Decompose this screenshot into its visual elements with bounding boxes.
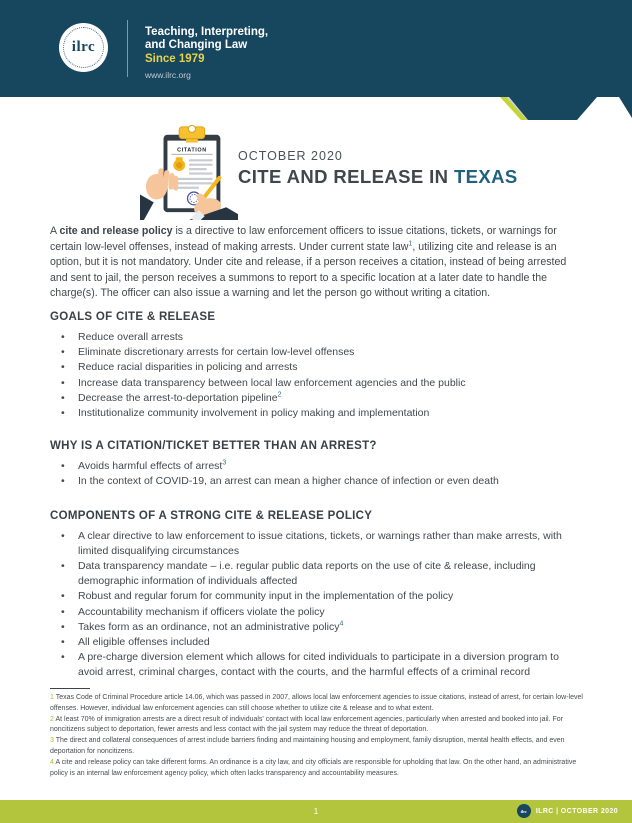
bullet-item [50, 345, 584, 360]
footnote-separator [50, 688, 90, 689]
citation-label: CITATION [177, 147, 207, 154]
bullet-text: Eliminate discretionary arrests for certain low-level offenses [78, 346, 355, 359]
bullet-text: Reduce overall arrests [78, 330, 184, 343]
website-url: www.ilrc.org [145, 70, 191, 80]
footnote [50, 758, 584, 780]
intro-paragraph [50, 224, 584, 302]
bullet-item [50, 605, 584, 620]
footnote-number: 1 [50, 694, 56, 701]
ribbon-corner-wedge [619, 97, 632, 118]
intro-seg-b: is a directive to law enforcement officers to issue citations, tickets, or warnings for certain low-level offenses, instead of making arrests. Under current state law [50, 225, 557, 253]
footnotes-list [50, 693, 584, 779]
bullet-item [50, 391, 584, 406]
footer-brand [517, 804, 618, 818]
tagline-line1: Teaching, Interpreting, [145, 26, 269, 38]
footnote [50, 715, 584, 737]
bullet-text: In the context of COVID-19, an arrest can mean a higher chance of infection or even death [78, 475, 499, 488]
page-title-main: CITE AND RELEASE IN [238, 166, 454, 187]
bullet-text: All eligible offenses included [78, 636, 210, 649]
footnote-text: At least 70% of immigration arrests are a direct result of individuals' contact with local law enforcement agencies, particularly when arrested and booked into jail. For noncitizens subject to deportation, fewer arrests and less contact with the jail system may reduce the threat of deportation. [50, 715, 563, 734]
bullet-text: Avoids harmful effects of arrest [78, 460, 223, 473]
section-title-why: WHY IS A CITATION/TICKET BETTER THAN AN ARREST? [50, 440, 377, 453]
header-text-block [145, 26, 268, 82]
components-list [50, 529, 584, 681]
footnote-number: 4 [50, 758, 56, 766]
header-divider [127, 20, 128, 77]
footnote-text: The direct and collateral consequences of arrest include barriers finding and maintaining housing and employment, family disruption, mental health effects, and even deportation for noncitizens. [50, 737, 565, 755]
footnotes-block [50, 688, 584, 779]
since-1979: Since 1979 [145, 53, 205, 65]
tagline-line2: and Changing Law [145, 39, 248, 51]
bullet-item [50, 376, 584, 391]
why-list [50, 459, 584, 489]
page-number: 1 [313, 806, 319, 816]
section-title-goals: GOALS OF CITE & RELEASE [50, 310, 216, 323]
footnote-number: 2 [50, 715, 56, 723]
bullet-text: Reduce racial disparities in policing and arrests [78, 361, 298, 374]
header-band [0, 0, 632, 97]
page-title-accent: TEXAS [453, 166, 518, 187]
bullet-item [50, 529, 584, 559]
bullet-item [50, 589, 584, 604]
ilrc-footer-logo: ilrc [517, 804, 531, 818]
bullet-item [50, 474, 584, 489]
bullet-item [50, 559, 584, 589]
bullet-text: Institutionalize community involvement in policy making and implementation [78, 406, 430, 419]
ilrc-logo [59, 23, 108, 72]
footnote-text: A cite and release policy can take different forms. An ordinance is a city law, and city officials are responsible for upholding that law. On the other hand, an administrative policy is an internal law enforcement agency policy, which often lacks transparency and accountability measures. [50, 758, 577, 777]
footnote-ref: 2 [277, 391, 282, 399]
intro-bold-term: cite and release policy [59, 225, 173, 237]
bullet-text: A clear directive to law enforcement to issue citations, tickets, or warnings rather than make arrests, with limited disqualifying circumstances [78, 529, 562, 557]
bullet-text: Accountability mechanism if officers violate the policy [78, 605, 325, 618]
goals-list [50, 330, 584, 421]
page-title [238, 166, 518, 188]
footnote-text: Texas Code of Criminal Procedure article 14.06, which was passed in 2007, allows local law enforcement agencies to issue citations, instead of arrest, for certain low-level offenses. However, individual law enforcement agencies can still choose whether to utilize cite & release and to what extent. [50, 694, 583, 712]
footer-band [0, 800, 632, 823]
bullet-text: Takes form as an ordinance, not an administrative policy [78, 620, 340, 633]
footnote-ref: 3 [222, 459, 227, 467]
footnote-ref: 4 [339, 620, 344, 628]
bullet-item [50, 635, 584, 650]
bullet-text: Robust and regular forum for community input in the implementation of the policy [78, 590, 454, 603]
footnote-ref: 1 [408, 240, 413, 248]
bullet-item [50, 360, 584, 375]
bullet-item [50, 330, 584, 345]
ribbon-decoration [0, 97, 632, 123]
bullet-item [50, 650, 584, 680]
bullet-item [50, 620, 584, 635]
bullet-text: Increase data transparency between local law enforcement agencies and the public [78, 376, 466, 389]
footnote [50, 736, 584, 758]
bullet-text: A pre-charge diversion element which allows for cited individuals to participate in a diversion program to avoid arrest, criminal charges, contact with the courts, and the harmful effects of a criminal record [78, 651, 559, 679]
citation-clipboard-icon [140, 121, 238, 221]
intro-seg-a: A [50, 225, 60, 237]
footnote [50, 693, 584, 715]
bullet-item [50, 406, 584, 421]
bullet-item [50, 459, 584, 474]
date-kicker: OCTOBER 2020 [238, 149, 343, 163]
intro-seg-c: , utilizing cite and release is an option, but it is not mandatory. Under cite and release, if a person receives a citation, instead of being arrested and sent to jail, the person receives a summons to report to a specific location at a later date to handle the charge(s). The officer can also issue a warning and let the person go without writing a citation. [50, 240, 567, 300]
footer-brand-text: ILRC | OCTOBER 2020 [535, 807, 618, 815]
bullet-text: Data transparency mandate – i.e. regular public data reports on the use of cite & release, including demographic information of individuals affected [78, 560, 536, 588]
footnote-number: 3 [50, 737, 56, 745]
content-area [50, 224, 584, 681]
bullet-text: Decrease the arrest-to-deportation pipeline [78, 391, 278, 404]
section-title-components: COMPONENTS OF A STRONG CITE & RELEASE POLICY [50, 509, 373, 522]
ilrc-logo-text: ilrc [71, 39, 96, 55]
